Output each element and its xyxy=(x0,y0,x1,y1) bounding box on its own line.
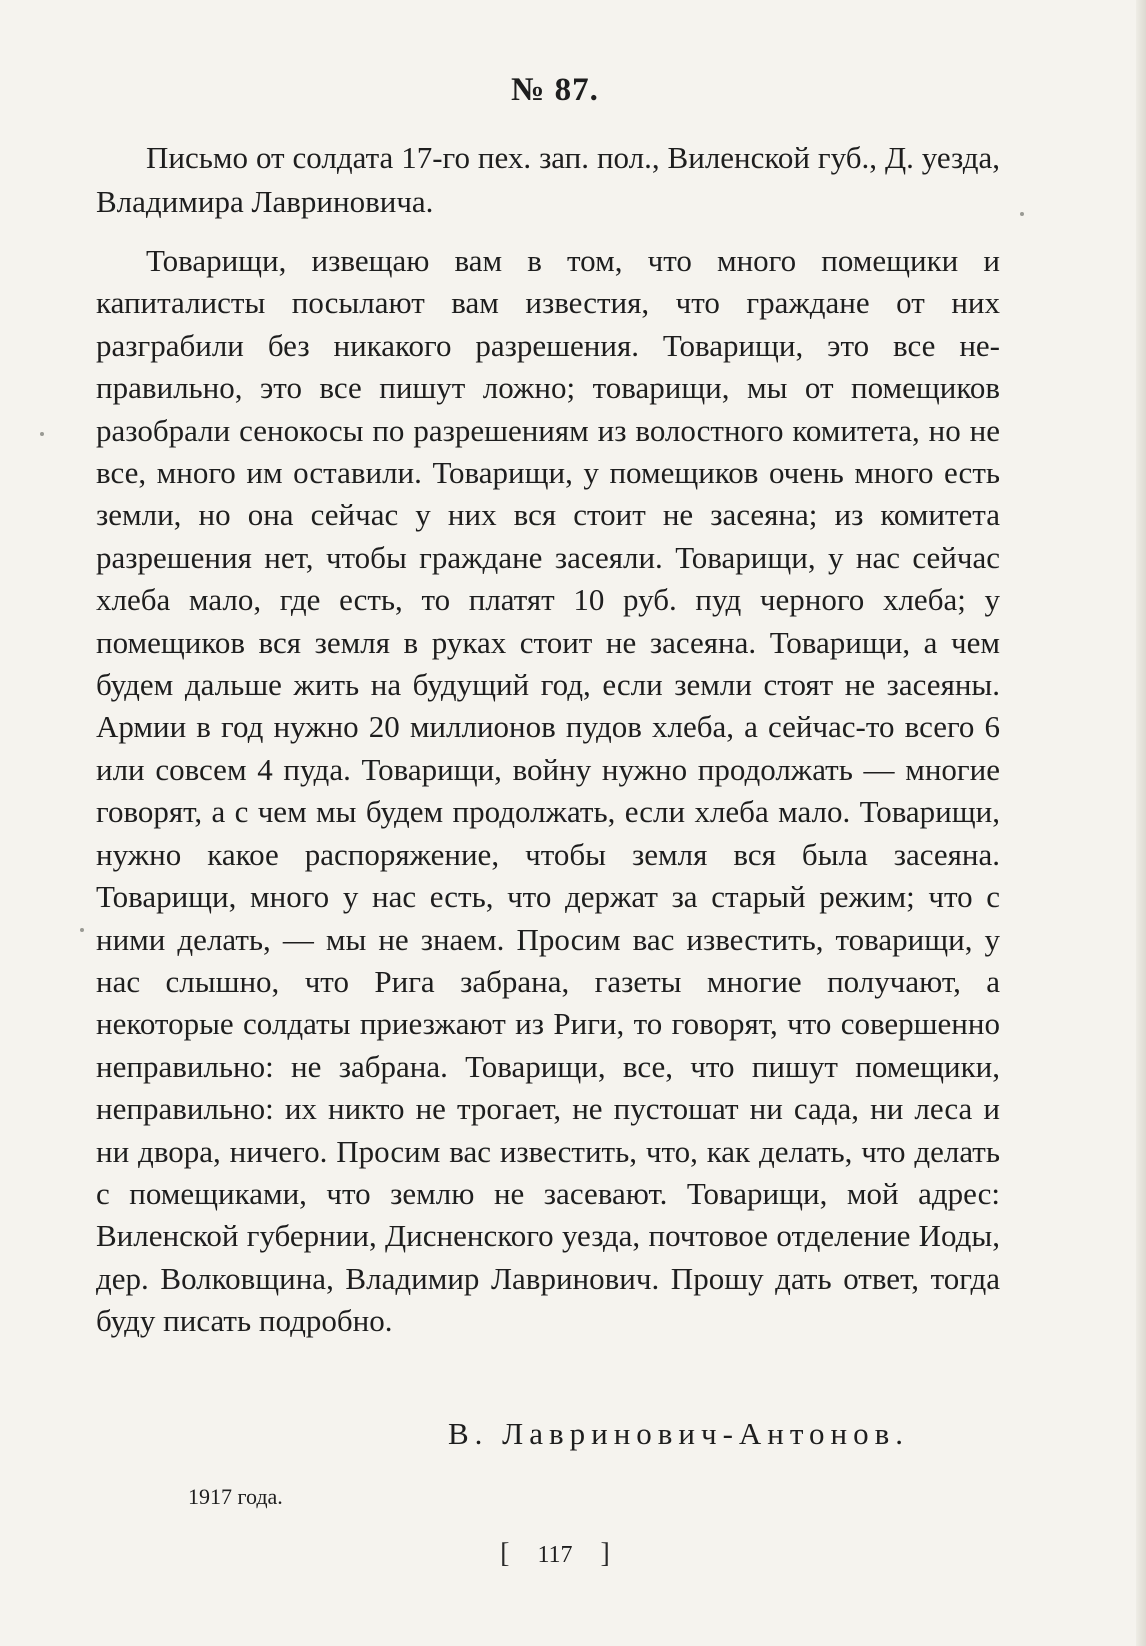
bracket-left: [ xyxy=(500,1538,510,1569)
document-number-heading: № 87. xyxy=(511,72,599,108)
page-edge-shadow xyxy=(1136,0,1146,1646)
paper-speck xyxy=(40,432,44,436)
page-number-footer xyxy=(0,1538,1110,1570)
letter-date: 1917 года. xyxy=(188,1484,283,1509)
letter-header-paragraph: Письмо от солдата 17-го пех. зап. пол., Виленской губ., Д. уезда, Владимира Лавриновича. xyxy=(96,140,1000,219)
letter-signature: В. Лавринович-Антонов. xyxy=(448,1416,910,1451)
paper-speck xyxy=(1020,212,1024,216)
bracket-right: ] xyxy=(600,1538,610,1569)
letter-body-paragraph: Товарищи, извещаю вам в том, что много помещики и капиталисты посылают вам известия, что граждане от них разграбили без никакого разрешения. Товарищи, это все неправильно, это все пишут ложно; товарищи, мы от помещиков разобрали сенокосы по разрешениям из волостного комитета, но не все, много им оставили. Товарищи, у помещиков очень много есть земли, но она сейчас у них вся стоит не засеяна; из комитета разрешения нет, чтобы граждане засеяли. Товарищи, у нас сейчас хлеба мало, где есть, то платят 10 руб. пуд черного хлеба; у помещиков вся земля в руках стоит не засеяна. Товарищи, а чем будем дальше жить на будущий год, если земли стоят не засеяны. Армии в год нужно 20 миллионов пудов хлеба, а сейчас-то всего 6 или совсем 4 пуда. Товарищи, войну нужно продолжать — многие говорят, а с чем мы будем продолжать, если хлеба мало. Товарищи, нужно какое распоряжение, чтобы земля вся была засеяна. Товарищи, много у нас есть, что держат за старый режим; что с ними делать, — мы не знаем. Просим вас известить, товарищи, у нас слышно, что Рига забрана, газеты многие получают, а некоторые солдаты приезжают из Риги, то говорят, что совершенно неправильно: не забрана. Товарищи, все, что пишут помещики, неправильно: их никто не трогает, не пустошат ни сада, ни леса и ни двора, ничего. Просим вас известить, что, как делать, что делать с помещиками, что землю не засевают. Товарищи, мой адрес: Виленской губернии, Дисненского уезда, почтовое отделение Иоды, дер. Волковщина, Владимир Лавринович. Прошу дать ответ, тогда буду писать подробно. xyxy=(96,243,1000,1339)
paper-speck xyxy=(80,928,84,932)
page-number: 117 xyxy=(537,1542,573,1568)
